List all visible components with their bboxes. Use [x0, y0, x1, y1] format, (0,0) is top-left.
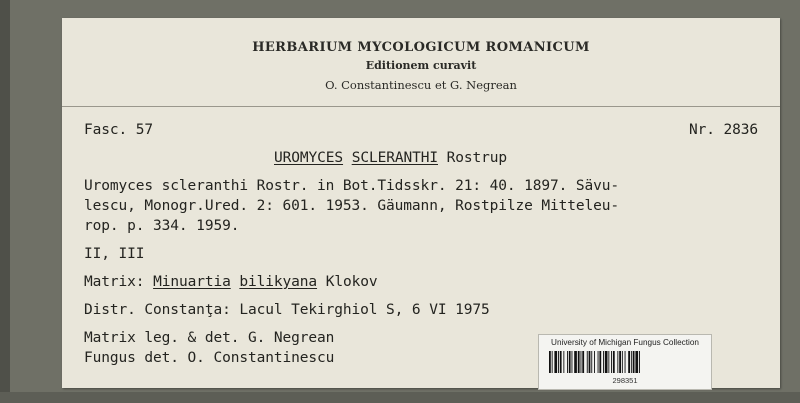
barcode-bar [599, 351, 601, 373]
barcode-bar [608, 351, 609, 373]
barcode-bar [625, 351, 626, 373]
barcode-bar [591, 351, 592, 373]
background-edge-bottom [0, 392, 800, 403]
determiner-line: Fungus det. O. Constantinescu [84, 350, 335, 366]
barcode-bar [603, 351, 604, 373]
taxon-genus: UROMYCES [274, 150, 344, 166]
reference-line-3: rop. p. 334. 1959. [84, 218, 240, 234]
barcode-bar [594, 351, 595, 373]
barcode-bar [563, 351, 564, 373]
barcode-bar [635, 351, 638, 373]
label-subtitle: Editionem curavit [365, 59, 477, 72]
barcode-bar [622, 351, 623, 373]
barcode-institution: University of Michigan Fungus Collection [551, 338, 699, 347]
taxon-author: Rostrup [446, 150, 508, 166]
barcode-bar [633, 351, 635, 373]
barcode-bar [631, 351, 632, 373]
background-edge-left [0, 0, 10, 403]
barcode-number: 298351 [612, 376, 638, 385]
barcode-bar [574, 351, 577, 373]
barcode-bar [587, 351, 588, 373]
matrix-genus: Minuartia [153, 274, 231, 290]
matrix-label: Matrix: [84, 274, 145, 290]
barcode-bar [582, 351, 584, 373]
taxon-species: SCLERANTHI [351, 150, 438, 166]
barcode-bar [639, 351, 640, 373]
taxon-name [274, 150, 507, 166]
barcode-bar [589, 351, 591, 373]
barcode-bar [613, 351, 615, 373]
header-divider [62, 106, 780, 107]
barcode-bar [578, 351, 580, 373]
label-authors: O. Constantinescu et G. Negrean [325, 78, 517, 92]
barcode-bar [619, 351, 621, 373]
barcode-bar [598, 351, 599, 373]
barcode-bar [552, 351, 553, 373]
distribution-line: Distr. Constanţa: Lacul Tekirghiol S, 6 VI 1975 [84, 302, 490, 318]
matrix-species: bilikyana [239, 274, 318, 290]
barcode-bar [549, 351, 551, 373]
barcode-bar [611, 351, 612, 373]
spore-stages: II, III [84, 246, 145, 262]
barcode-bar [628, 351, 630, 373]
barcode-bar [572, 351, 573, 373]
fascicle-number: Fasc. 57 [84, 122, 154, 138]
reference-line-2: lescu, Monogr.Ured. 2: 601. 1953. Gäumann, Rostpilze Mitteleu- [84, 198, 620, 214]
reference-line-1: Uromyces scleranthi Rostr. in Bot.Tidsskr. 21: 40. 1897. Sävu- [84, 178, 620, 194]
matrix-author: Klokov [325, 274, 378, 290]
label-title: HERBARIUM MYCOLOGICUM ROMANICUM [252, 40, 590, 55]
barcode-bar [581, 351, 582, 373]
barcode-bar [560, 351, 562, 373]
barcode-bar [617, 351, 618, 373]
barcode-icon [549, 351, 701, 373]
herbarium-label [62, 18, 780, 388]
barcode-bar [567, 351, 568, 373]
barcode-bar [558, 351, 559, 373]
barcode-bar [569, 351, 571, 373]
matrix-line [84, 274, 377, 290]
collector-line: Matrix leg. & det. G. Negrean [84, 330, 335, 346]
barcode-bar [554, 351, 557, 373]
barcode-label [538, 334, 712, 390]
barcode-bar [605, 351, 608, 373]
specimen-number: Nr. 2836 [688, 122, 758, 138]
